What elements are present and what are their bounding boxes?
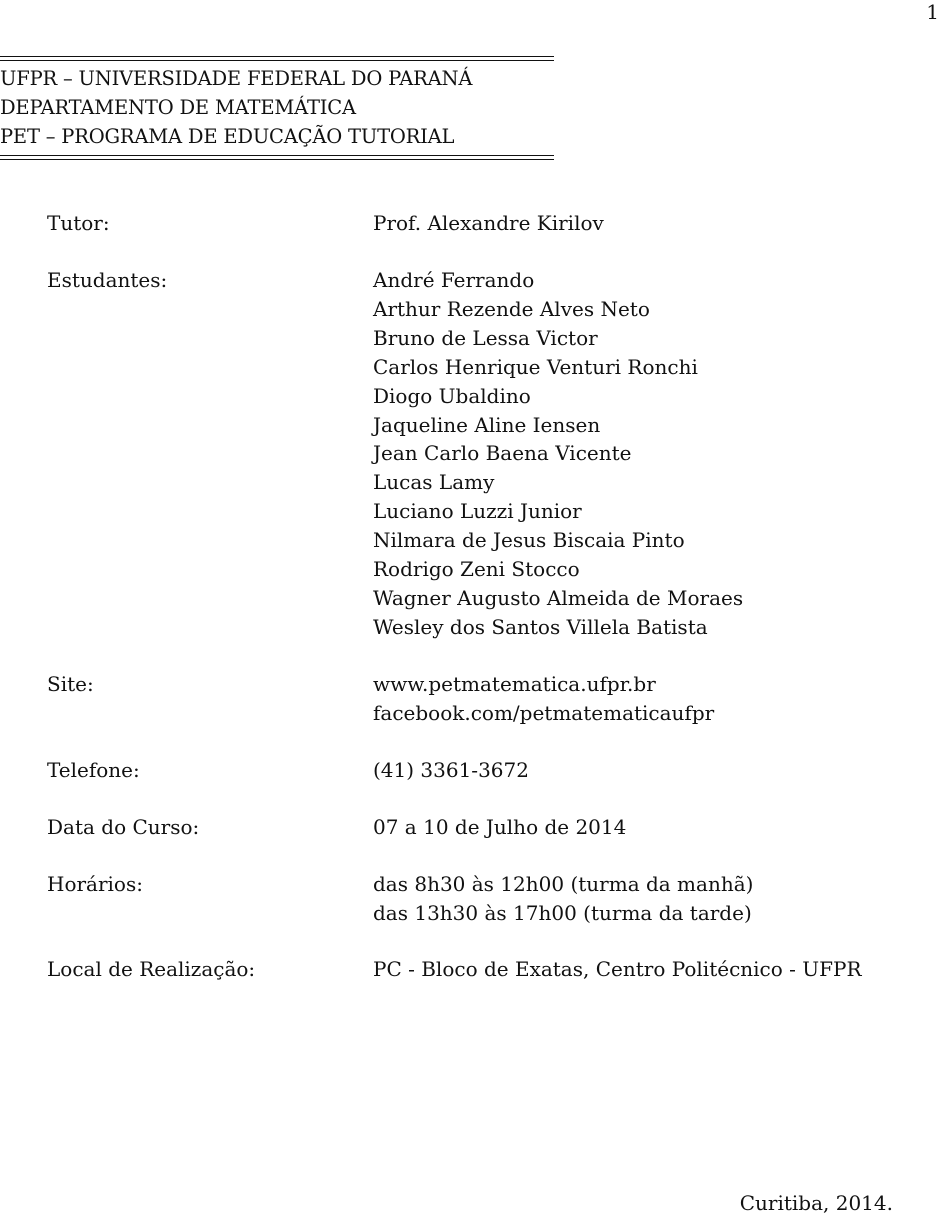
row-tutor	[47, 209, 927, 238]
row-phone	[47, 756, 927, 785]
site-label: Site:	[47, 671, 94, 696]
tutor-values	[373, 209, 927, 238]
header-university: UFPR – UNIVERSIDADE FEDERAL DO PARANÁ	[0, 67, 473, 90]
student-name: André Ferrando	[373, 268, 535, 292]
page-number: 1	[926, 0, 939, 24]
student-name: Rodrigo Zeni Stocco	[373, 557, 580, 582]
student-name: Diogo Ubaldino	[373, 383, 531, 408]
student-name: Arthur Rezende Alves Neto	[373, 296, 650, 321]
course-date: 07 a 10 de Julho de 2014	[373, 814, 627, 839]
student-name: Wagner Augusto Almeida de Moraes	[373, 585, 744, 610]
schedule-afternoon: das 13h30 às 17h00 (turma da tarde)	[373, 900, 752, 925]
student-name: Lucas Lamy	[373, 470, 495, 495]
row-course-date	[47, 813, 927, 842]
tutor-label: Tutor:	[47, 211, 110, 235]
row-schedule	[47, 870, 927, 928]
header-program: PET – PROGRAMA DE EDUCAÇÃO TUTORIAL	[0, 125, 455, 148]
tutor-name: Prof. Alexandre Kirilov	[373, 211, 604, 235]
students-label: Estudantes:	[47, 268, 168, 292]
location-values	[373, 955, 927, 984]
place-date: Curitiba, 2014.	[739, 1191, 893, 1215]
info-table	[47, 209, 927, 1012]
row-students	[47, 266, 927, 642]
course-date-values	[373, 813, 927, 842]
phone-values	[373, 756, 927, 785]
site-url: www.petmatematica.ufpr.br	[373, 671, 656, 696]
students-list	[373, 266, 927, 642]
student-name: Jean Carlo Baena Vicente	[373, 441, 632, 466]
header-lines	[0, 61, 554, 155]
schedule-morning: das 8h30 às 12h00 (turma da manhã)	[373, 871, 754, 896]
student-name: Luciano Luzzi Junior	[373, 499, 582, 524]
location-label: Local de Realização:	[47, 957, 256, 982]
schedule-values	[373, 870, 927, 928]
student-name: Bruno de Lessa Victor	[373, 325, 598, 350]
student-name: Nilmara de Jesus Biscaia Pinto	[373, 528, 685, 553]
facebook-url: facebook.com/petmatematicaufpr	[373, 700, 715, 725]
student-name: Wesley dos Santos Villela Batista	[373, 614, 708, 639]
row-location	[47, 955, 927, 984]
row-site	[47, 670, 927, 728]
location: PC - Bloco de Exatas, Centro Politécnico - UFPR	[373, 957, 862, 982]
header-bottom-rule	[0, 155, 554, 160]
schedule-label: Horários:	[47, 871, 143, 896]
institution-header	[0, 56, 554, 160]
student-name: Carlos Henrique Venturi Ronchi	[373, 354, 698, 379]
student-name: Jaqueline Aline Iensen	[373, 412, 601, 437]
course-date-label: Data do Curso:	[47, 814, 200, 839]
phone-label: Telefone:	[47, 757, 140, 782]
phone-number: (41) 3361-3672	[373, 757, 529, 782]
header-department: DEPARTAMENTO DE MATEMÁTICA	[0, 96, 356, 119]
site-values	[373, 670, 927, 728]
